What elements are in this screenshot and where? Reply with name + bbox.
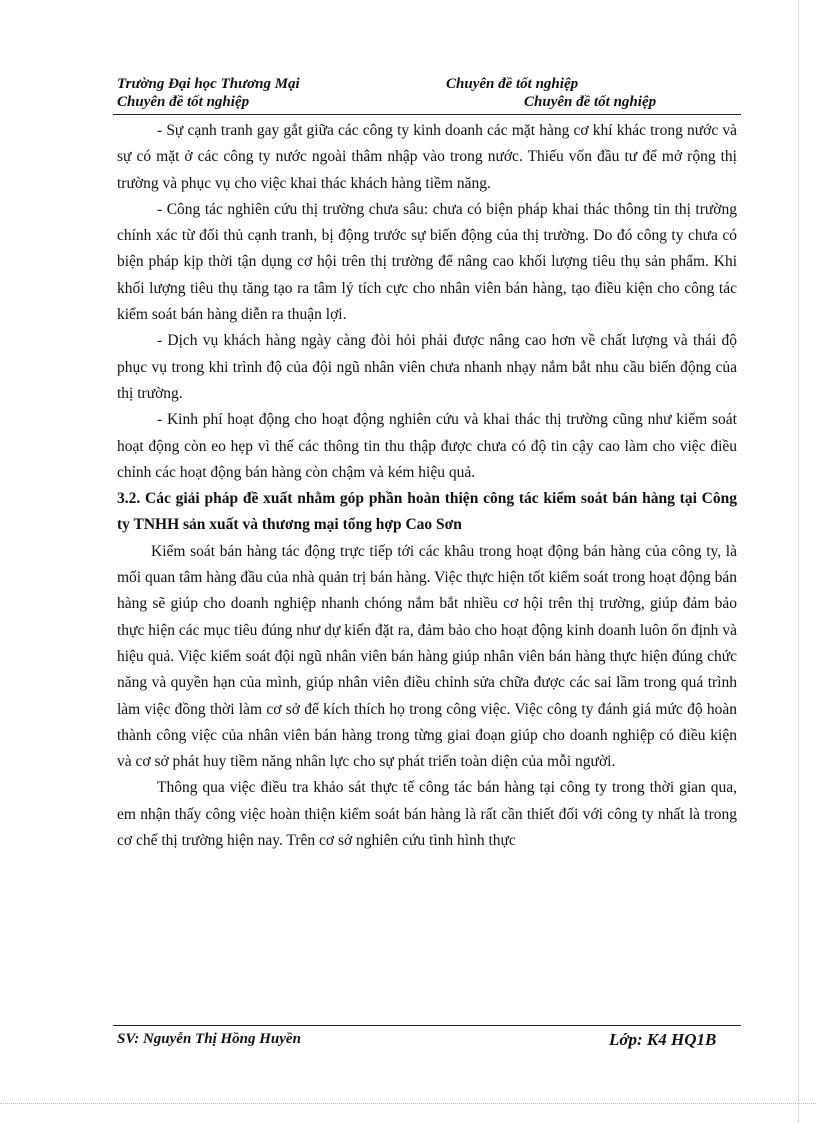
header-topic-left-2: Chuyên đề tốt nghiệp <box>117 94 250 110</box>
footer-student: SV: Nguyễn Thị Hồng Huyền <box>117 1031 301 1047</box>
header-topic-right-2: Chuyên đề tốt nghiệp <box>524 94 657 110</box>
paragraph-competition: - Sự cạnh tranh gay gắt giữa các công ty kinh doanh các mặt hàng cơ khí khác trong nước và sự có mặt ở các công ty nước ngoài thâm nhập vào trong nước. Thiếu vốn đầu tư để mở rộng thị trường và phục vụ cho việc khai thác khách hàng tiềm năng. <box>117 122 737 192</box>
paragraph-sales-control: Kiểm soát bán hàng tác động trực tiếp tới các khâu trong hoạt động bán hàng của công ty, là mối quan tâm hàng đầu của nhà quản trị bán hàng. Việc thực hiện tốt kiểm soát trong hoạt động bán hàng sẽ giúp cho doanh nghiệp nhanh chóng nắm bắt nhiều cơ hội trên thị trường, giúp đảm bảo thực hiện các mục tiêu đúng như dự kiến đặt ra, đảm bảo cho hoạt động kinh doanh luôn ổn định và hiệu quả. Việc kiểm soát đội ngũ nhân viên bán hàng giúp nhân viên bán hàng thực hiện đúng chức năng và quyền hạn của mình, giúp nhân viên điều chỉnh sửa chữa được các sai lầm trong quá trình làm việc đồng thời làm cơ sở để kích thích họ trong công việc. Việc công ty đánh giá mức độ hoàn thành công việc của nhân viên bán hàng trong từng giai đoạn giúp cho doanh nghiệp có điều kiện và cơ sở phát huy tiềm năng nhân lực cho sự phát triển toàn diện của mỗi người. <box>117 542 737 771</box>
page-edge-right <box>798 0 799 1123</box>
footer-class: Lớp: K4 HQ1B <box>609 1030 717 1049</box>
paragraph-budget: - Kinh phí hoạt động cho hoạt động nghiên cứu và khai thác thị trường cũng như kiểm soát hoạt động còn eo hẹp vì thế các thông tin thu thập được chưa có độ tin cậy cao làm cho việc điều chỉnh các hoạt động bán hàng còn chậm và kém hiệu quả. <box>117 411 737 481</box>
paragraph-market-research: - Công tác nghiên cứu thị trường chưa sâu: chưa có biện pháp khai thác thông tin thị trường chính xác từ đối thủ cạnh tranh, bị động trước sự biến động của thị trường. Do đó công ty chưa có biện pháp kịp thời tận dụng cơ hội trên thị trường để nâng cao khối lượng tiêu thụ sản phẩm. Khi khối lượng tiêu thụ tăng tạo ra tâm lý tích cực cho nhân viên bán hàng, tạo điều kiện cho công tác kiểm soát bán hàng diễn ra thuận lợi. <box>117 200 737 324</box>
section-heading: 3.2. Các giải pháp đề xuất nhằm góp phần hoàn thiện công tác kiểm soát bán hàng tại Công ty TNHH sản xuất và thương mại tổng hợp Cao Sơn <box>117 490 737 534</box>
body-text <box>117 118 737 854</box>
paragraph-survey: Thông qua việc điều tra khảo sát thực tế công tác bán hàng tại công ty trong thời gian qua, em nhận thấy công việc hoàn thiện kiểm soát bán hàng là rất cần thiết đối với công ty nhất là trong cơ chế thị trường hiện nay. Trên cơ sở nghiên cứu tình hình thực <box>117 779 737 850</box>
header-school: Trường Đại học Thương Mại <box>117 76 300 92</box>
page-edge-bottom <box>0 1103 816 1104</box>
paragraph-customer-service: - Dịch vụ khách hàng ngày càng đòi hỏi phải được nâng cao hơn về chất lượng và thái độ phục vụ trong khi trình độ của đội ngũ nhân viên chưa nhanh nhạy nắm bắt nhu cầu biến động của thị trường. <box>117 332 737 402</box>
header-divider <box>113 114 741 115</box>
header-topic-right: Chuyên đề tốt nghiệp <box>446 76 579 92</box>
footer-divider <box>113 1025 741 1026</box>
